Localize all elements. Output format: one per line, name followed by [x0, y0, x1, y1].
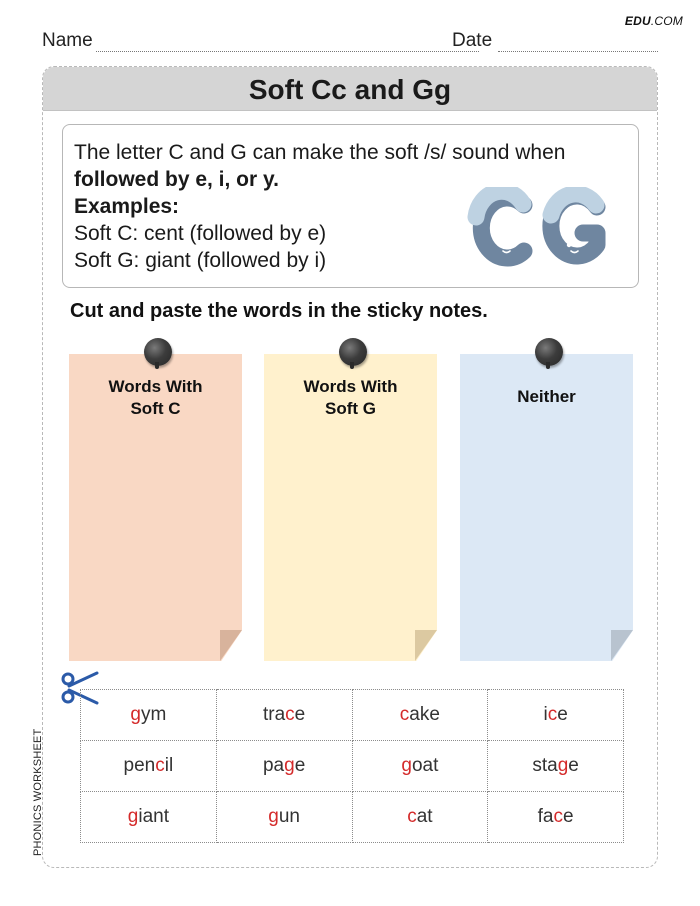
- sticky-note-title-line-2: Soft C: [130, 399, 181, 418]
- word-part: pen: [123, 755, 156, 776]
- highlighted-letter: c: [407, 806, 417, 827]
- brand-logo-suffix: .COM: [650, 14, 683, 28]
- push-pin-icon: [535, 338, 563, 366]
- word-part: at: [416, 806, 433, 827]
- sticky-note-neither[interactable]: [460, 354, 633, 661]
- word-part: e: [563, 806, 574, 827]
- sticky-note-title-line-1: Neither: [517, 387, 576, 406]
- title-bar: [43, 67, 657, 111]
- word-card[interactable]: [81, 741, 217, 792]
- push-pin-icon: [144, 338, 172, 366]
- word-part: ake: [409, 704, 440, 725]
- word-part: ym: [141, 704, 167, 725]
- highlighted-letter: g: [284, 755, 295, 776]
- word-card[interactable]: [488, 741, 624, 792]
- example-soft-c: Soft C: cent (followed by e): [74, 222, 327, 245]
- name-date-row: [42, 30, 658, 54]
- word-part: tra: [262, 704, 286, 725]
- word-part: i: [543, 704, 548, 725]
- word-part: un: [278, 806, 300, 827]
- word-card[interactable]: [352, 741, 488, 792]
- highlighted-letter: c: [285, 704, 295, 725]
- word-row: [81, 792, 624, 843]
- brand-logo-bold: EDU: [624, 14, 651, 28]
- examples-heading: Examples:: [74, 195, 180, 218]
- name-field[interactable]: [96, 51, 479, 52]
- sticky-note-title-line-2: Soft G: [325, 399, 376, 418]
- word-card[interactable]: [352, 690, 488, 741]
- letter-c-icon: [476, 191, 524, 258]
- word-table: [80, 689, 624, 843]
- sticky-note-title-line-1: Words With: [108, 377, 203, 396]
- word-part: fa: [537, 806, 554, 827]
- word-part: sta: [532, 755, 558, 776]
- word-card[interactable]: [81, 690, 217, 741]
- word-part: oat: [411, 755, 439, 776]
- highlighted-letter: g: [401, 755, 412, 776]
- page-title: Soft Cc and Gg: [248, 74, 452, 105]
- word-card[interactable]: [352, 792, 488, 843]
- date-label: Date: [452, 30, 493, 51]
- info-line-2: followed by e, i, or y.: [74, 168, 279, 191]
- highlighted-letter: c: [547, 704, 558, 725]
- word-part: e: [294, 704, 306, 725]
- word-part: e: [294, 755, 306, 776]
- example-soft-g: Soft G: giant (followed by i): [74, 249, 327, 272]
- word-part: il: [164, 755, 174, 776]
- word-row: [81, 690, 624, 741]
- word-part: pa: [262, 755, 285, 776]
- word-card[interactable]: [216, 792, 352, 843]
- instruction-text: Cut and paste the words in the sticky notes.: [70, 300, 488, 322]
- brand-logo: [625, 14, 683, 28]
- smiling-letters-c-g-icon: [466, 187, 616, 267]
- word-card[interactable]: [81, 792, 217, 843]
- push-pin-icon: [339, 338, 367, 366]
- date-field[interactable]: [498, 51, 658, 52]
- sticky-note-soft-c[interactable]: [69, 354, 242, 661]
- sticky-note-title: [264, 376, 437, 420]
- sticky-note-title: [460, 386, 633, 408]
- name-label: Name: [42, 30, 93, 51]
- word-part: e: [568, 755, 579, 776]
- highlighted-letter: c: [399, 704, 410, 725]
- word-part: e: [557, 704, 568, 725]
- word-card[interactable]: [488, 690, 624, 741]
- word-row: [81, 741, 624, 792]
- sticky-note-title: [69, 376, 242, 420]
- highlighted-letter: c: [155, 755, 165, 776]
- word-card[interactable]: [216, 690, 352, 741]
- highlighted-letter: c: [553, 806, 564, 827]
- highlighted-letter: g: [127, 806, 139, 827]
- sticky-note-soft-g[interactable]: [264, 354, 437, 661]
- side-label: PHONICS WORKSHEET: [32, 728, 44, 856]
- word-card[interactable]: [216, 741, 352, 792]
- sticky-note-title-line-1: Words With: [303, 377, 398, 396]
- word-part: iant: [138, 806, 169, 827]
- letter-g-icon: [551, 194, 597, 256]
- word-card[interactable]: [488, 792, 624, 843]
- highlighted-letter: g: [130, 704, 141, 725]
- highlighted-letter: g: [557, 755, 569, 776]
- highlighted-letter: g: [268, 806, 279, 827]
- info-line-1: The letter C and G can make the soft /s/ sound when: [74, 141, 566, 164]
